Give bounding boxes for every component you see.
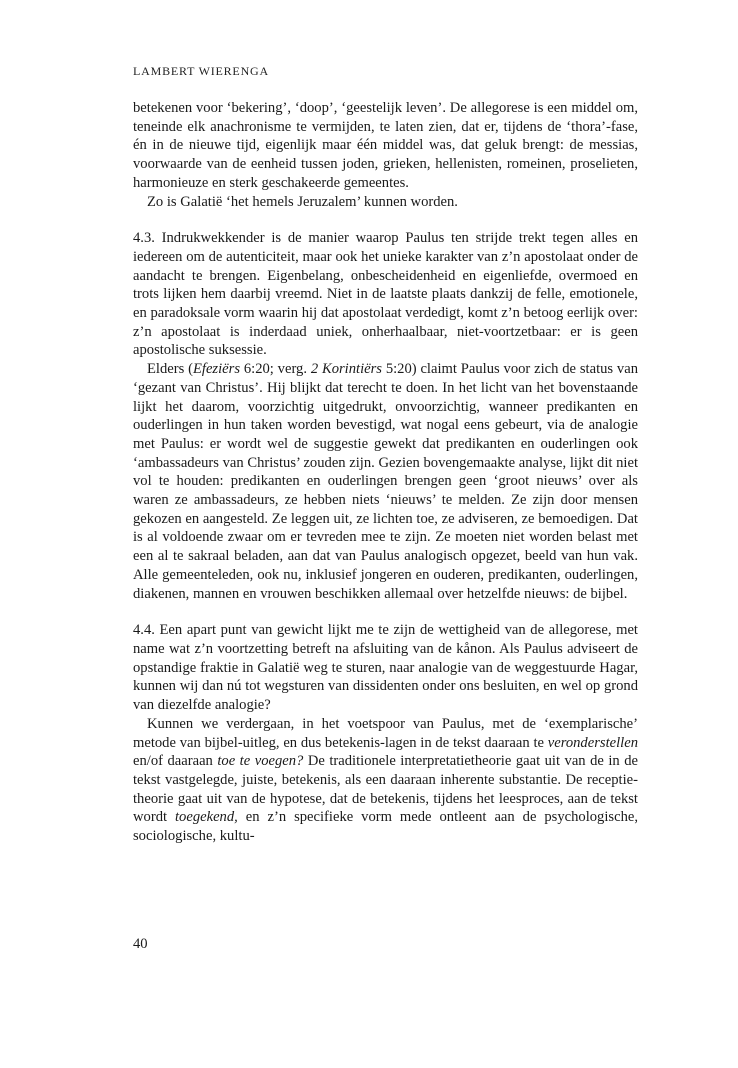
text-run: en/of daaraan bbox=[133, 753, 218, 770]
paragraph bbox=[133, 360, 638, 603]
text-run: betekenen voor ‘bekering’, ‘doop’, ‘geestelijk leven’. De allegorese is een middel om, teneinde elk anachronisme te vermijden, te laten zien, dat er, tijdens de ‘thora’-fase, én in de nieuwe tijd, eigenlijk maar één middel was, dat geluk brengt: de messias, voorwaarde van de eenheid tussen joden, grieken, hellenisten, romeinen, proselieten, harmonieuze en sterk geschakeerde gemeentes. bbox=[133, 100, 638, 191]
italic-reference: toegekend, bbox=[175, 809, 238, 826]
text-run: Zo is Galatië ‘het hemels Jeruzalem’ kunnen worden. bbox=[147, 193, 458, 210]
text-run: 4.3. Indrukwekkender is de manier waarop Paulus ten strijde trekt tegen alles en iedereen om de autenticiteit, maar ook het unieke karakter van z’n apostolaat onder de aandacht te brengen. Eigenbelang, onbescheidenheid en eigenliefde, overmoed en trots lijken hem daarbij vreemd. Niet in de laatste plaats dankzij de felle, emotionele, en paradoksale vorm waarin hij dat apostolaat verdedigt, komt z’n betoog eerlijk over: z’n apostolaat is inderdaad uniek, onherhaalbaar, niet-voortzetbaar: er is geen apostolische suksessie. bbox=[133, 230, 638, 359]
text-run: Elders ( bbox=[147, 361, 193, 378]
paragraph bbox=[133, 715, 638, 846]
text-run: De traditionele interpretatietheorie gaat uit van de in de tekst vastgelegde, juiste, betekenis, als een daaraan inherente substantie. De receptie-theorie gaat uit van de hypotese, dat de betekenis, tijdens het leesproces, aan de tekst wordt bbox=[133, 753, 638, 826]
italic-reference: toe te voegen? bbox=[217, 753, 304, 770]
text-run: en z’n specifieke vorm mede ontleent aan de psychologische, sociologische, kultu- bbox=[133, 809, 638, 845]
paragraph bbox=[133, 99, 638, 193]
page-number: 40 bbox=[133, 936, 148, 952]
paragraph bbox=[133, 193, 638, 212]
section-paragraph-4-3 bbox=[133, 229, 638, 360]
body-text bbox=[133, 99, 638, 846]
italic-reference: veronderstellen bbox=[547, 734, 638, 751]
text-run: 5:20) claimt Paulus voor zich de status van ‘gezant van Christus’. Hij blijkt dat terecht te doen. In het licht van het bovenstaande lijkt het daarom, voorzichtig uitgedrukt, onvoorzichtig, wanneer predikanten en ouderlingen in hun taken worden bevestigd, wat nogal eens gebeurt, via de analogie met Paulus: er wordt wel de suggestie gewekt dat predikanten en ouderlingen ook ‘ambassadeurs van Christus’ zouden zijn. Gezien bovengemaakte analyse, lijkt dit niet vol te houden: predikanten en ouderlingen brengen geen ‘groot nieuws’ over als waren ze ambassadeurs, ze hebben niets ‘nieuws’ te melden. Ze zijn door mensen gekozen en aangesteld. Ze leggen uit, ze lichten toe, ze adviseren, ze bemoedigen. Dat is al voldoende zwaar om er tevreden mee te zijn. Ze moeten niet worden belast met een al te sakraal beladen, aan dat van Paulus analogisch opgezet, beeld van hun vak. Alle gemeenteleden, ook nu, inklusief jongeren en ouderen, predikanten, ouderlingen, diakenen, mannen en vrouwen beschikken allemaal over hetzelfde nieuws: de bijbel. bbox=[133, 361, 639, 602]
text-run: 4.4. Een apart punt van gewicht lijkt me te zijn de wettigheid van de allegorese, met name wat z’n voortzetting betreft na afsluiting van de kånon. Als Paulus adviseert de opstandige fraktie in Galatië weg te sturen, naar analogie van de weggestuurde Hagar, kunnen wij dan nú tot wegsturen van dissidenten onder ons besluiten, en wel op grond van diezelfde analogie? bbox=[133, 622, 638, 714]
text-run: Kunnen we verdergaan, in het voetspoor van Paulus, met de ‘exemplarische’ metode van bijbel-uitleg, en dus betekenis-lagen in de tekst daaraan te bbox=[133, 715, 638, 751]
running-head: LAMBERT WIERENGA bbox=[133, 64, 269, 78]
italic-reference: Efeziërs bbox=[192, 361, 241, 378]
text-run: 6:20; verg. bbox=[240, 361, 311, 378]
italic-reference: 2 Korintiërs bbox=[310, 361, 382, 378]
section-paragraph-4-4 bbox=[133, 621, 638, 715]
